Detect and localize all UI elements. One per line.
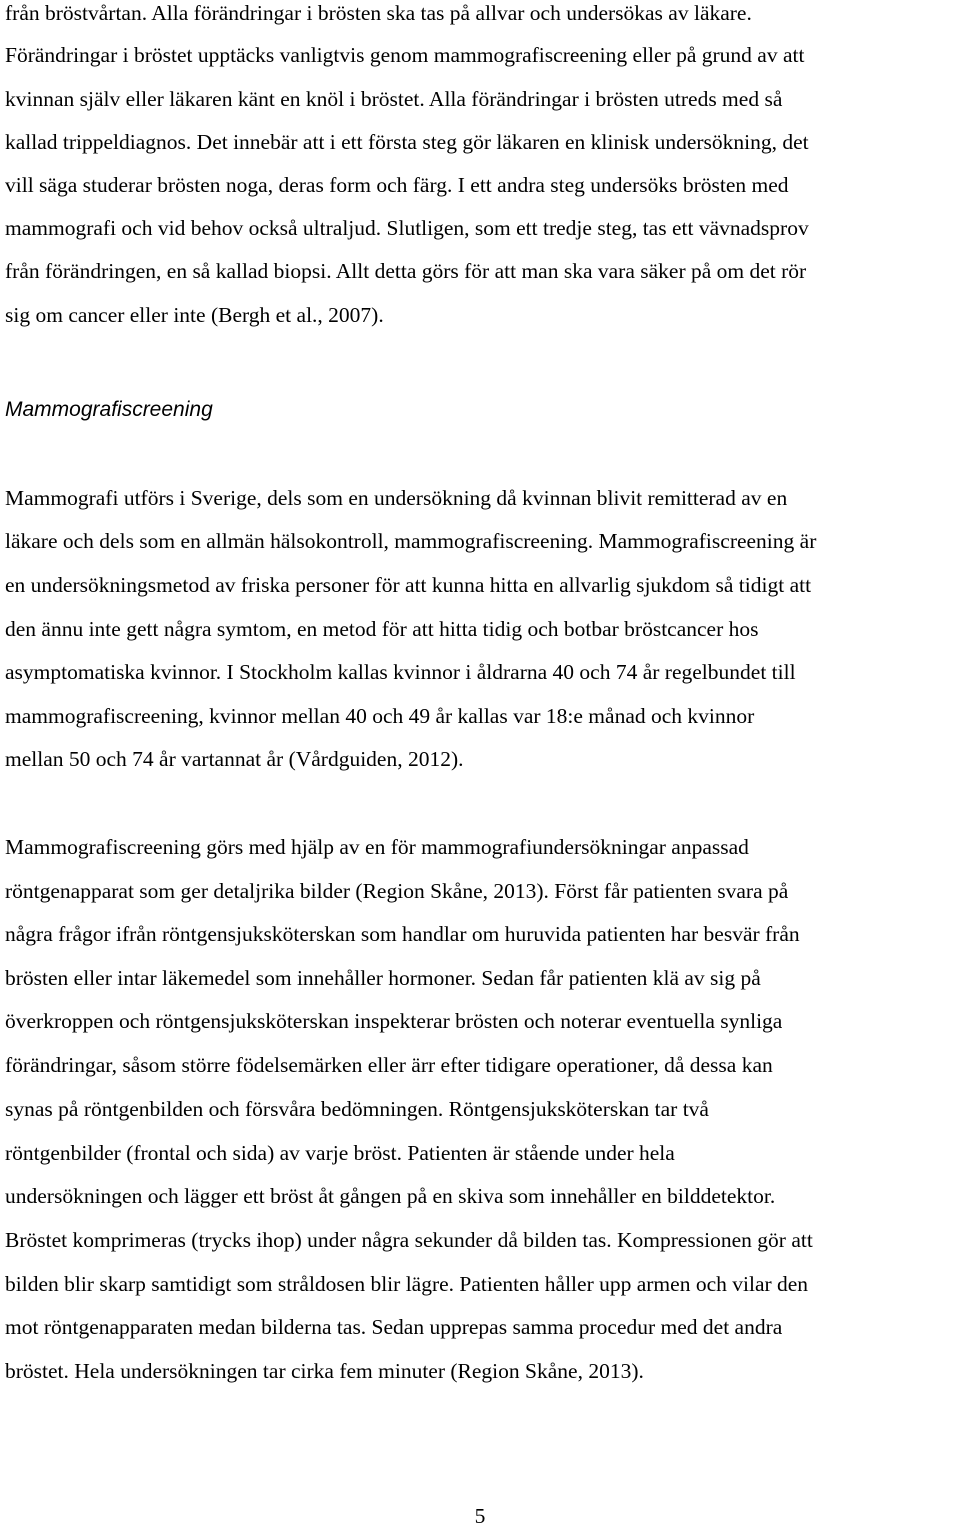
text-line: förändringar, såsom större födelsemärken eller ärr efter tidigare operationer, då dessa kan <box>5 1053 773 1077</box>
text-line: kvinnan själv eller läkaren känt en knöl i bröstet. Alla förändringar i brösten utreds med så <box>5 87 783 111</box>
text-line: sig om cancer eller inte (Bergh et al., 2007). <box>5 303 384 327</box>
text-line: mot röntgenapparaten medan bilderna tas. Sedan upprepas samma procedur med det andra <box>5 1315 783 1339</box>
text-line: synas på röntgenbilden och försvåra bedömningen. Röntgensjuksköterskan tar två <box>5 1097 709 1121</box>
text-line: Mammografi utförs i Sverige, dels som en undersökning då kvinnan blivit remitterad av en <box>5 486 788 510</box>
text-line: överkroppen och röntgensjuksköterskan inspekterar brösten och noterar eventuella synliga <box>5 1009 783 1033</box>
text-line: kallad trippeldiagnos. Det innebär att i ett första steg gör läkaren en klinisk undersökning, det <box>5 130 809 154</box>
text-line: bröstet. Hela undersökningen tar cirka fem minuter (Region Skåne, 2013). <box>5 1359 644 1383</box>
page-number: 5 <box>474 1504 486 1528</box>
text-line: från bröstvårtan. Alla förändringar i brösten ska tas på allvar och undersökas av läkare. <box>5 1 752 25</box>
text-line: asymptomatiska kvinnor. I Stockholm kallas kvinnor i åldrarna 40 och 74 år regelbundet till <box>5 660 796 684</box>
text-line: från förändringen, en så kallad biopsi. Allt detta görs för att man ska vara säker på om det rör <box>5 259 807 283</box>
section-heading: Mammografiscreening <box>5 398 213 421</box>
text-line: mammografiscreening, kvinnor mellan 40 och 49 år kallas var 18:e månad och kvinnor <box>5 704 755 728</box>
text-line: läkare och dels som en allmän hälsokontroll, mammografiscreening. Mammografiscreening är <box>5 529 817 553</box>
text-line: röntgenapparat som ger detaljrika bilder (Region Skåne, 2013). Först får patienten svara på <box>5 879 789 903</box>
text-line: den ännu inte gett några symtom, en metod för att hitta tidig och botbar bröstcancer hos <box>5 617 759 641</box>
text-line: mammografi och vid behov också ultraljud. Slutligen, som ett tredje steg, tas ett vävnadsprov <box>5 216 809 240</box>
text-line: bilden blir skarp samtidigt som stråldosen blir lägre. Patienten håller upp armen och vilar den <box>5 1272 809 1296</box>
text-line: några frågor ifrån röntgensjuksköterskan som handlar om huruvida patienten har besvär från <box>5 922 800 946</box>
text-line: undersökningen och lägger ett bröst åt gången på en skiva som innehåller en bilddetektor. <box>5 1184 776 1208</box>
text-line: vill säga studerar brösten noga, deras form och färg. I ett andra steg undersöks brösten med <box>5 173 789 197</box>
text-line: Förändringar i bröstet upptäcks vanligtvis genom mammografiscreening eller på grund av att <box>5 43 805 67</box>
text-line: Mammografiscreening görs med hjälp av en för mammografiundersökningar anpassad <box>5 835 749 859</box>
text-line: mellan 50 och 74 år vartannat år (Vårdguiden, 2012). <box>5 747 464 771</box>
text-line: Bröstet komprimeras (trycks ihop) under några sekunder då bilden tas. Kompressionen gör att <box>5 1228 813 1252</box>
text-line: röntgenbilder (frontal och sida) av varje bröst. Patienten är stående under hela <box>5 1141 675 1165</box>
text-line: en undersökningsmetod av friska personer för att kunna hitta en allvarlig sjukdom så tidigt att <box>5 573 812 597</box>
text-line: brösten eller intar läkemedel som innehåller hormoner. Sedan får patienten klä av sig på <box>5 966 761 990</box>
